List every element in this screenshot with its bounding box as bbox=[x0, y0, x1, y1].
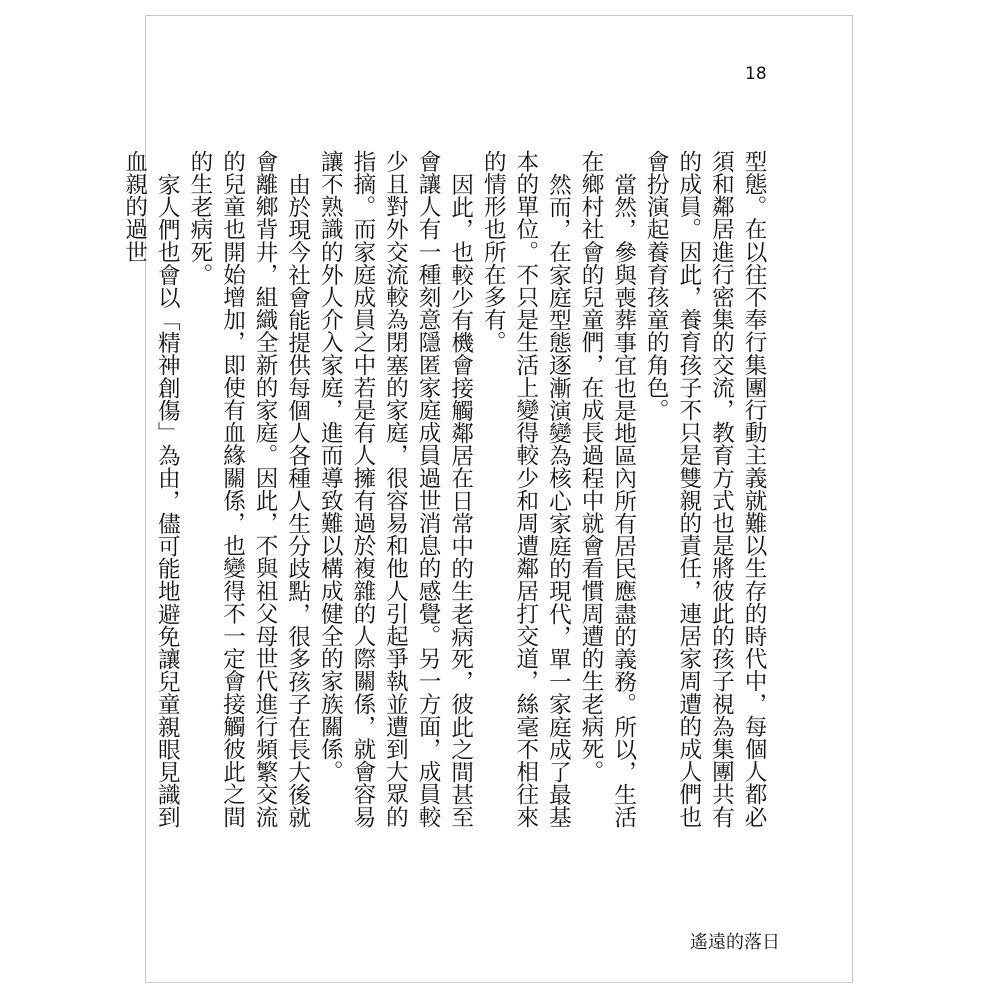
paragraph-6: 家人們也會以「精神創傷」為由，儘可能地避免讓兒童親眼見識到血親的過世 bbox=[121, 150, 181, 828]
vertical-body-text bbox=[121, 150, 770, 845]
paragraph-5: 由於現今社會能提供每個人各種人生分歧點，很多孩子在長大後就會離鄉背井，組織全新的家庭。因此，不與祖父母世代進行頻繁交流的兒童也開始增加，即使有血緣關係，也變得不一定會接觸彼此之間的生老病死。 bbox=[186, 150, 311, 828]
paragraph-3: 然而，在家庭型態逐漸演變為核心家庭的現代，單一家庭成了最基本的單位。不只是生活上變得較少和周遭鄰居打交道，絲毫不相往來的情形也所在多有。 bbox=[480, 150, 572, 828]
paragraph-4: 因此，也較少有機會接觸鄰居在日常中的生老病死，彼此之間甚至會讓人有一種刻意隱匿家庭成員過世消息的感覺。另一方面，成員較少且對外交流較為閉塞的家庭，很容易和他人引起爭執並遭到大眾的指摘。而家庭成員之中若是有人擁有過於複雜的人際關係，就會容易讓不熟識的外人介入家庭，進而導致難以構成健全的家族關係。 bbox=[317, 150, 474, 828]
paragraph-2: 當然，參與喪葬事宜也是地區內所有居民應盡的義務。所以，生活在鄉村社會的兒童們，在成長過程中就會看慣周遭的生老病死。 bbox=[578, 150, 637, 828]
running-footer-title: 遙遠的落日 bbox=[690, 932, 780, 953]
page-number: 18 bbox=[745, 64, 767, 84]
paragraph-1: 型態。在以往不奉行集團行動主義就難以生存的時代中，每個人都必須和鄰居進行密集的交流，教育方式也是將彼此的孩子視為集團共有的成員。因此，養育孩子不只是雙親的責任，連居家周遭的成人們也會扮演起養育孩童的角色。 bbox=[643, 150, 767, 828]
